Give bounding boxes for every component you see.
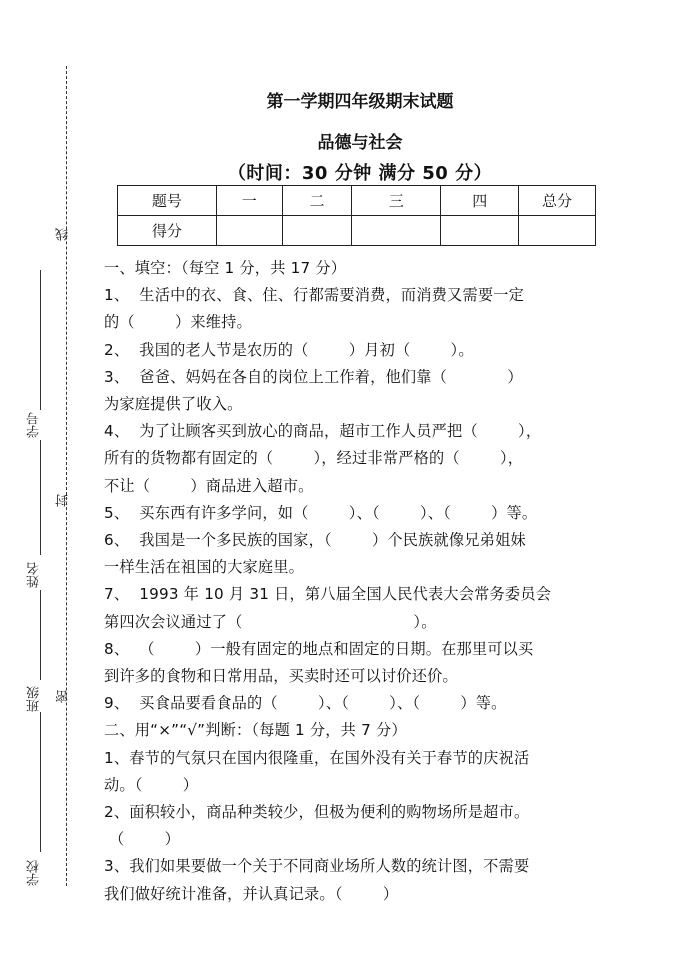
question-line: 6、 我国是一个多民族的国家，（ ）个民族就像兄弟姐妹 [104,531,526,550]
question-line: 到许多的食物和日常用品，买卖时还可以讨价还价。 [104,667,458,686]
score-input-cell [352,216,441,246]
school-label: 学校 [27,860,42,886]
score-table-header-row [118,186,596,216]
question-line: 7、 1993 年 10 月 31 日，第八届全国人民代表大会常务委员会 [104,585,552,604]
exam-time-info: （时间：30 分钟 满分 50 分） [227,163,493,184]
school-fill-line [40,712,41,852]
student-number-label: 学号 [27,412,42,438]
score-table-cell: 二 [282,186,352,216]
score-table-cell: 三 [352,186,441,216]
question-line: 动。（ ） [104,775,199,794]
score-input-cell [282,216,352,246]
binding-mark-seal: 封 [56,494,71,507]
question-line: 2、 我国的老人节是农历的（ ）月初（ ）。 [104,340,474,359]
section-heading: 二、用“×”“√”判断：（每题 1 分，共 7 分） [104,721,407,740]
name-label: 姓名 [27,562,42,588]
score-input-cell [519,216,596,246]
question-line: 不让（ ）商品进入超市。 [104,476,314,495]
class-fill-line [40,590,41,680]
score-table-cell: 四 [441,186,519,216]
question-line: 5、 买东西有许多学问，如（ ）、（ ）、（ ）等。 [104,503,538,522]
name-fill-line [40,440,41,555]
question-line: （ ） [104,830,181,849]
score-table-cell: 题号 [118,186,217,216]
question-line: 3、 爸爸、妈妈在各自的岗位上工作着，他们靠（ ） [104,367,523,386]
student-number-fill-line [40,270,41,410]
question-line: 2、面积较小，商品种类较少，但极为便利的购物场所是超市。 [104,803,530,822]
question-line: 第四次会议通过了（ ）。 [104,612,437,631]
question-line: 1、 生活中的衣、食、住、行都需要消费，而消费又需要一定 [104,286,524,305]
binding-mark-line: 线 [56,228,71,241]
score-table [117,185,596,246]
score-table-cell: 得分 [118,216,217,246]
score-table-cell: 一 [216,186,282,216]
exam-title: 第一学期四年级期末试题 [266,92,454,112]
question-line: 8、 （ ）一般有固定的地点和固定的日期。在那里可以买 [104,639,534,658]
class-label: 班级 [27,686,42,712]
question-line: 9、 买食品要看食品的（ ）、（ ）、（ ）等。 [104,694,507,713]
question-line: 一样生活在祖国的大家庭里。 [104,558,305,577]
exam-subject: 品德与社会 [317,133,403,153]
section-heading: 一、填空：（每空 1 分，共 17 分） [104,259,347,277]
binding-dashed-line [66,66,67,886]
question-line: 我们做好统计准备，并认真记录。（ ） [104,884,399,903]
question-line: 为家庭提供了收入。 [104,395,243,414]
question-content [104,255,616,908]
binding-mark-secret: 密 [56,690,71,703]
question-line: 的（ ）来维持。 [104,313,252,332]
question-line: 3、我们如果要做一个关于不同商业场所人数的统计图，不需要 [104,857,530,876]
score-table-cell: 总分 [519,186,596,216]
question-line: 所有的货物都有固定的（ ），经过非常严格的（ ）， [104,449,524,468]
score-input-cell [441,216,519,246]
question-line: 4、 为了让顾客买到放心的商品，超市工作人员严把（ ）， [104,422,542,441]
score-input-cell [216,216,282,246]
score-table-score-row [118,216,596,246]
question-line: 1、春节的气氛只在国内很隆重，在国外没有关于春节的庆祝活 [104,748,530,767]
